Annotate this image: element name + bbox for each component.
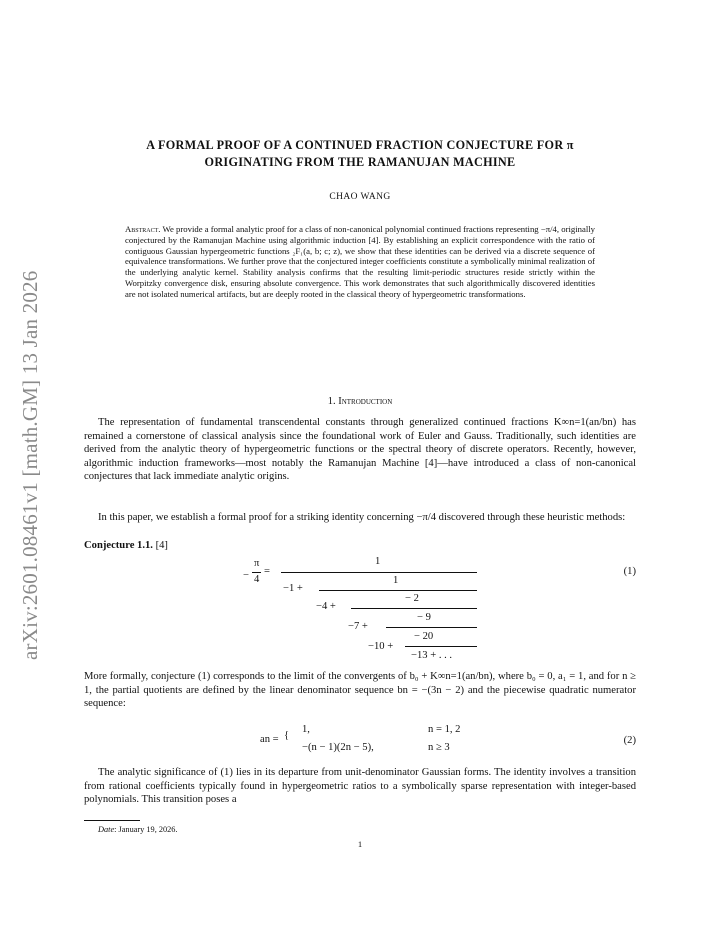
eq1-bar-1 [281,572,477,573]
eq1-lhs-numerator: π [254,558,260,569]
title-line-2: ORIGINATING FROM THE RAMANUJAN MACHINE [204,155,516,169]
eq1-denominator-4: −10 + [368,641,394,652]
paper-title [84,137,636,171]
eq1-lhs-fraction-bar [252,572,261,573]
abstract [125,224,595,300]
footnote-date [98,825,178,834]
eq2-case-1-condition: n = 1, 2 [428,724,461,735]
eq1-bar-5 [405,646,477,647]
eq1-denominator-5: −13 + . . . [411,650,453,661]
intro-paragraph-1: The representation of fundamental transcendental constants through generalized continued fractions K∞n=1(an/bn) has remained a cornerstone of classical analysis since the foundational work of Euler and Gauss. Traditionally, such identities are derived from the analytic theory of hypergeometric functions or the spectral theory of discrete operators. Recently, however, algorithmic induction frameworks—most notably the Ramanujan Machine [4]—have introduced a class of non-canonical conjectures that lack immediate analytic origins. [84,417,636,483]
equation-2-number: (2) [623,735,636,746]
eq1-numerator-1: 1 [375,556,381,567]
eq1-numerator-3: − 2 [405,593,419,604]
conjecture-label: Conjecture 1.1. [84,540,153,551]
section-title: Introduction [338,396,393,407]
conjecture-heading [84,540,168,551]
equation-2-piecewise [254,722,494,758]
equation-1-number: (1) [623,566,636,577]
intro-paragraph-2: In this paper, we establish a formal proof for a striking identity concerning −π/4 discovered through these heuristic methods: [98,512,626,523]
section-heading [84,396,636,407]
eq1-bar-3 [351,608,477,609]
eq1-bar-2 [319,590,477,591]
footnote-rule [84,820,140,821]
eq1-equals: = [264,566,270,577]
eq2-left-brace: { [284,730,290,741]
footnote-text: : January 19, 2026. [114,825,178,834]
footnote-label: Date [98,825,115,834]
section-number: 1. [327,396,336,407]
eq1-lhs-minus: − [243,570,249,581]
conjecture-citation: [4] [155,540,168,551]
eq1-bar-4 [386,627,477,628]
eq2-case-1-value: 1, [302,724,310,735]
eq1-numerator-4: − 9 [417,612,431,623]
paragraph-analytic-significance: The analytic significance of (1) lies in its departure from unit-denominator Gaussian forms. The identity involves a transition from rational coefficients typically found in hypergeometric ratios to a symbolically sparse representation with integer-based polynomials. This transition poses a [84,767,636,806]
eq1-denominator-3: −7 + [348,621,368,632]
eq2-case-2-condition: n ≥ 3 [428,742,450,753]
author-name: CHAO WANG [329,192,391,202]
abstract-text: We provide a formal analytic proof for a class of non-canonical polynomial continued fractions representing −π/4, originally conjectured by the Ramanujan Machine using algorithmic induction [4]. By establishing an explicit correspondence with the ratio of contiguous Gaussian hypergeometric functions ₂F₁(a, b; c; z), we show that these identities can be derived via a discrete sequence of equivalence transformations. We further prove that the conjectured integer coefficients constitute a symbolically minimal realization of the underlying analytic kernel. Stability analysis confirms that the resulting limit-periodic structures reside strictly within the Worpitzky convergence disk, ensuring absolute convergence. This work demonstrates that such algorithmically discovered identities are not isolated numerical artifacts, but are deeply rooted in the classical theory of hypergeometric transformations. [125,224,596,299]
abstract-label: Abstract. [125,224,161,234]
eq1-denominator-2: −4 + [316,601,336,612]
title-line-1: A FORMAL PROOF OF A CONTINUED FRACTION CONJECTURE FOR π [146,138,574,152]
eq1-denominator-1: −1 + [283,583,303,594]
eq1-numerator-2: 1 [393,575,399,586]
eq1-numerator-5: − 20 [414,631,434,642]
arxiv-identifier-stamp: arXiv:2601.08461v1 [math.GM] 13 Jan 2026 [18,270,42,660]
eq1-lhs-denominator: 4 [254,574,260,585]
paragraph-formal-definition: More formally, conjecture (1) corresponds to the limit of the convergents of b₀ + K∞n=1(an/bn), where b₀ = 0, a₁ = 1, and for n ≥ 1, the partial quotients are defined by the linear denominator sequence bn = −(3n − 2) and the piecewise quadratic numerator sequence: [84,671,636,710]
page-number: 1 [357,839,363,849]
eq2-lhs: an = [260,734,279,745]
eq2-case-2-value: −(n − 1)(2n − 5), [302,742,374,753]
